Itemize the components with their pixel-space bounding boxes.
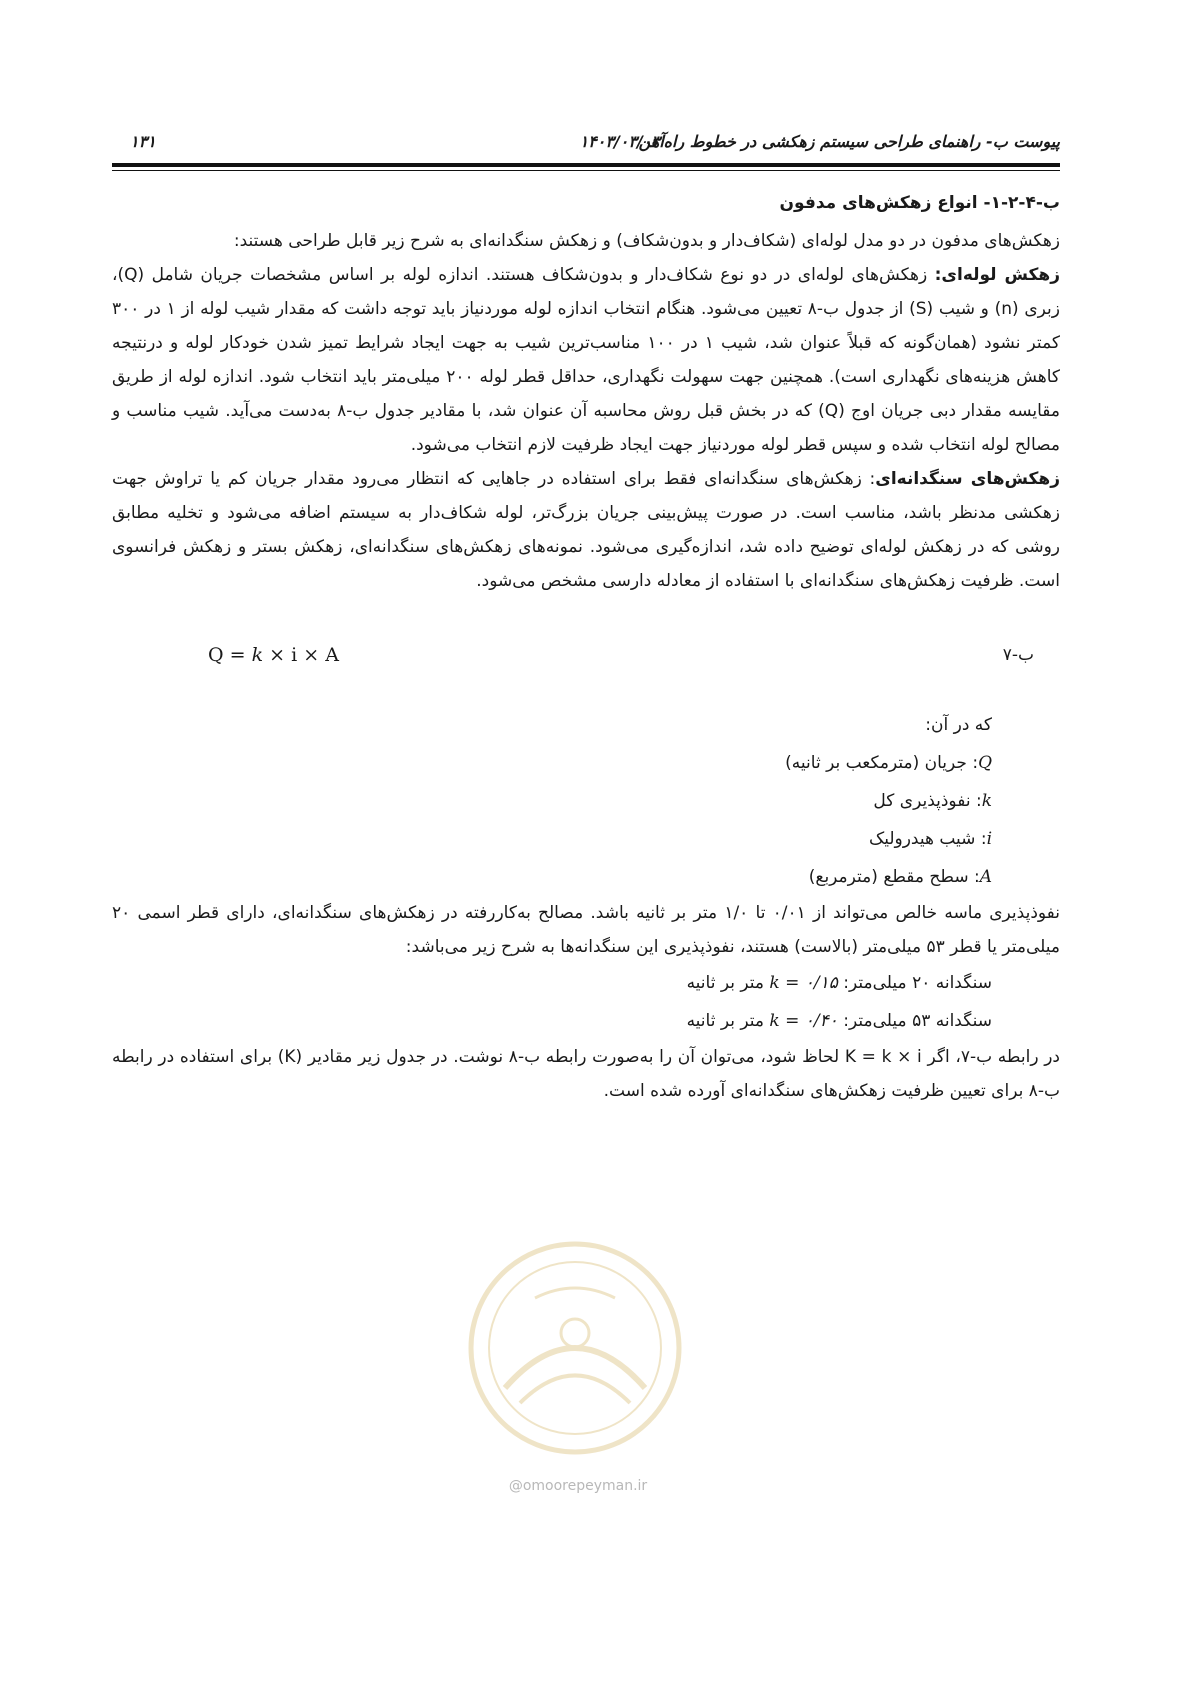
eq-times-2: × [303,644,320,666]
aggregate-drain-text: : زهکش‌های سنگدانه‌ای فقط برای استفاده در جاهایی که انتظار می‌رود مقدار جریان کم یا تراوش جهت زهکشی مدنظر باشد، مناسب است. در صورت پیش‌بینی جریان بزرگ‌تر، لوله شکاف‌دار به سیستم اضافه می‌شود و تخلیه مطابق روشی که در زهکش لوله‌ای توضیح داده شد، اندازه‌گیری می‌شود. نمونه‌های زهکش‌های سنگدانه‌ای، زهکش بستر و زهکش فرانسوی است. ظرفیت زهکش‌های سنگدانه‌ای با استفاده از معادله دارسی مشخص می‌شود. [112,469,1060,591]
definition-symbol: Q [978,753,992,773]
header-date: ۱۴۰۳/۰۳/۰۳ [579,132,660,151]
permeability-unit: متر بر ثانیه [686,1011,770,1031]
section-heading: ب-۴-۲-۱- انواع زهکش‌های مدفون [779,193,1060,213]
aggregate-drain-lead: زهکش‌های سنگدانه‌ای [875,469,1061,489]
eq-symbol-q: Q [208,644,224,666]
permeability-paragraph: نفوذپذیری ماسه خالص می‌تواند از ۰/۰۱ تا ۱/۰ متر بر ثانیه باشد. مصالح به‌کاررفته در زهکش‌های سنگدانه‌ای، دارای قطر اسمی ۲۰ میلی‌متر یا قطر ۵۳ میلی‌متر (بالاست) هستند، نفوذپذیری این سنگدانه‌ها به شرح زیر می‌باشد: [112,903,1061,957]
pipe-drain-lead: زهکش لوله‌ای: [934,265,1060,285]
permeability-value [112,1002,1060,1040]
eq-equals: = [229,644,246,666]
watermark-logo [465,1238,685,1458]
definition-symbol: k [981,791,992,811]
pipe-drain-paragraph [112,258,1060,462]
intro-paragraph: زهکش‌های مدفون در دو مدل لوله‌ای (شکاف‌دار و بدون‌شکاف) و زهکش سنگدانه‌ای به شرح زیر قابل طراحی هستند: [233,231,1060,251]
definition-text: : نفوذپذیری کل [873,791,982,811]
variable-definitions [112,706,1060,896]
eq-symbol-i: i [291,644,298,666]
definition-text: : سطح مقطع (مترمربع) [808,867,980,887]
watermark-url: @omoorepeyman.ir [508,1478,648,1494]
page-number: ۱۳۱ [130,132,156,151]
definition-symbol: i [986,829,992,849]
definition-symbol: A [979,867,992,887]
header-rule-thin [112,170,1060,171]
permeability-expression: k = ۰/۴۰ [769,1011,838,1031]
darcy-equation [112,638,1060,678]
definition-item [112,744,992,782]
definition-item [112,858,992,896]
closing-paragraph: در رابطه ب-۷، اگر K = k × i لحاظ شود، می‌توان آن را به‌صورت رابطه ب-۸ نوشت. در جدول زیر مقادیر (K) برای استفاده در رابطه ب-۸ برای تعیین ظرفیت زهکش‌های سنگدانه‌ای آورده شده است. [112,1047,1060,1101]
eq-symbol-k: k [251,644,264,666]
permeability-label: سنگدانه ۵۳ میلی‌متر: [837,1011,992,1031]
definition-text: : جریان (مترمکعب بر ثانیه) [785,753,979,773]
definition-text: : شیب هیدرولیک [868,829,987,849]
eq-symbol-a: A [325,644,339,666]
definition-item [112,820,992,858]
aggregate-drain-paragraph [112,462,1060,598]
eq-times-1: × [269,644,286,666]
header-title: پیوست ب- راهنمای طراحی سیستم زهکشی در خطوط راه‌آهن [638,132,1060,151]
pipe-drain-text: زهکش‌های لوله‌ای در دو نوع شکاف‌دار و بدون‌شکاف هستند. اندازه لوله بر اساس مشخصات جریان شامل (Q)، زبری (n) و شیب (S) از جدول ب-۸ تعیین می‌شود. هنگام انتخاب اندازه لوله موردنیاز باید توجه داشت که مقدار شیب لوله از ۱ در ۳۰۰ کمتر نشود (همان‌گونه که قبلاً عنوان شد، شیب ۱ در ۱۰۰ مناسب‌ترین شیب به جهت ایجاد شرایط تمیز شدن خودکار لوله و درنتیجه کاهش هزینه‌های نگهداری است). همچنین جهت سهولت نگهداری، حداقل قطر لوله ۲۰۰ میلی‌متر باید انتخاب شود. اندازه لوله از طریق مقایسه مقدار دبی جریان اوج (Q) که در بخش قبل روش محاسبه آن عنوان شد، با مقادیر جدول ب-۸ به‌دست می‌آید. شیب مناسب و مصالح لوله انتخاب شده و سپس قطر لوله موردنیاز جهت ایجاد ظرفیت لازم انتخاب می‌شود. [112,265,1061,455]
permeability-expression: k = ۰/۱۵ [769,973,838,993]
permeability-value [112,964,1060,1002]
header-rule-thick [112,163,1060,167]
running-header [112,128,1060,158]
body-content [112,186,1060,1108]
permeability-unit: متر بر ثانیه [686,973,770,993]
definitions-intro: که در آن: [925,715,992,735]
permeability-label: سنگدانه ۲۰ میلی‌متر: [837,973,992,993]
equation-formula [208,638,339,672]
definition-item [112,782,992,820]
equation-number: ب-۷ [1002,645,1034,665]
